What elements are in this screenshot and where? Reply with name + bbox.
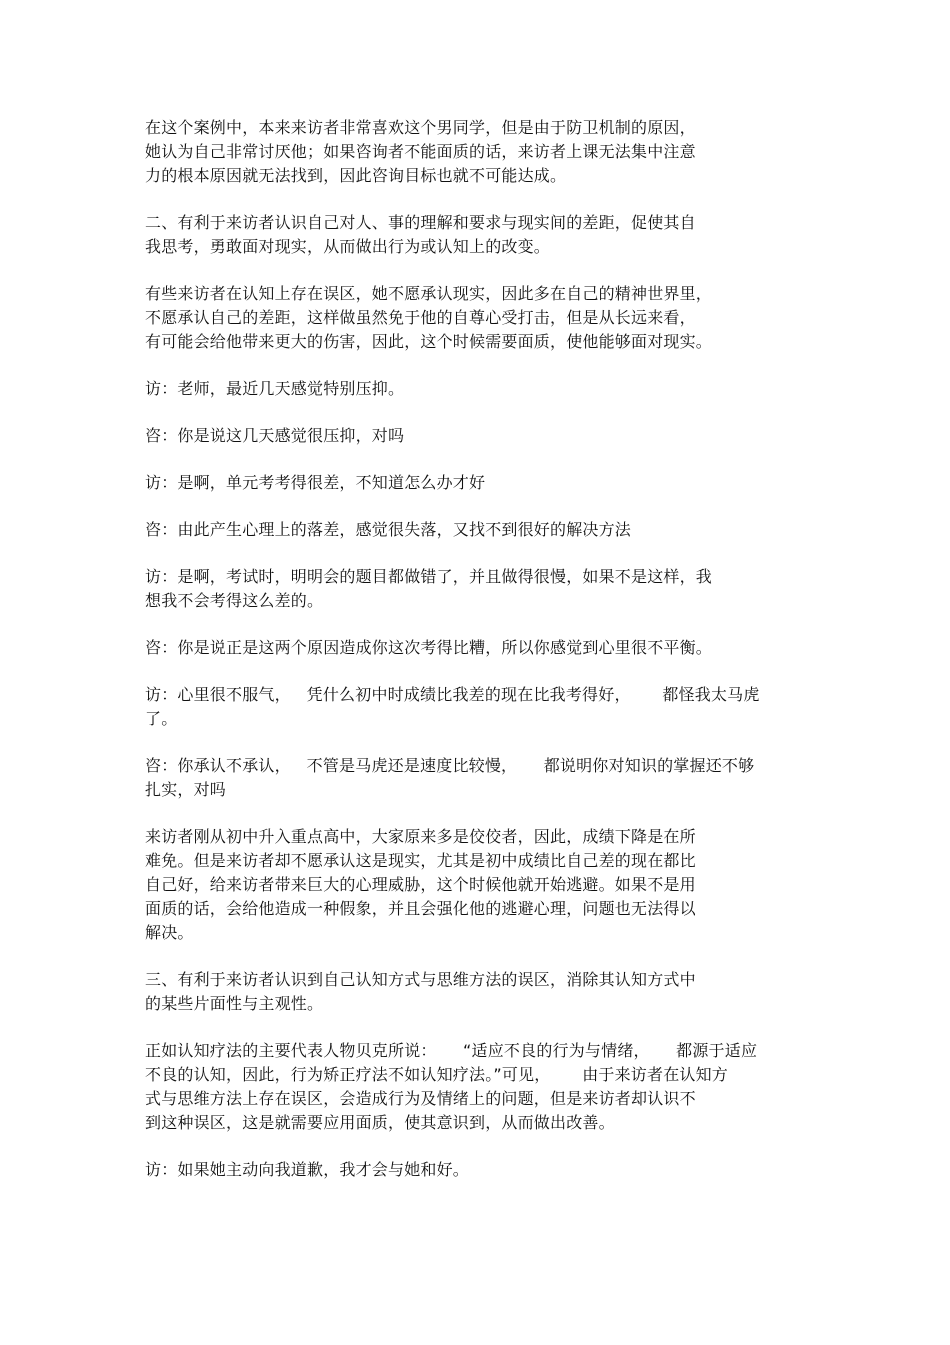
text-line: 正如认知疗法的主要代表人物贝克所说： “适应不良的行为与情绪， 都源于适应	[145, 1041, 758, 1060]
text-line: 想我不会考得这么差的。	[145, 591, 324, 610]
text-line: 咨：你是说正是这两个原因造成你这次考得比糟，所以你感觉到心里很不平衡。	[145, 638, 713, 657]
text-line: 不良的认知，因此，行为矫正疗法不如认知疗法。”可见， 由于来访者在认知方	[145, 1065, 729, 1084]
text-line: 咨：由此产生心理上的落差，感觉很失落，又找不到很好的解决方法	[145, 520, 632, 539]
document-body	[145, 116, 810, 1205]
text-line: 访：老师，最近几天感觉特别压抑。	[145, 379, 405, 398]
text-line: 咨：你承认不承认， 不管是马虎还是速度比较慢， 都说明你对知识的掌握还不够	[145, 756, 755, 775]
text-line: 我思考，勇敢面对现实，从而做出行为或认知上的改变。	[145, 237, 551, 256]
dialogue-visitor	[145, 683, 810, 731]
text-line: 面质的话，会给他造成一种假象，并且会强化他的逃避心理，问题也无法得以	[145, 899, 696, 918]
text-line: 的某些片面性与主观性。	[145, 994, 324, 1013]
text-line: 二、有利于来访者认识自己对人、事的理解和要求与现实间的差距，促使其自	[145, 213, 696, 232]
dialogue-counselor	[145, 754, 810, 802]
text-line: 访：是啊，考试时，明明会的题目都做错了，并且做得很慢，如果不是这样，我	[145, 567, 713, 586]
text-line: 有些来访者在认知上存在误区，她不愿承认现实，因此多在自己的精神世界里，	[145, 284, 713, 303]
text-line: 到这种误区，这是就需要应用面质，使其意识到，从而做出改善。	[145, 1113, 615, 1132]
paragraph-cognition-misconception	[145, 282, 810, 354]
text-line: 来访者刚从初中升入重点高中，大家原来多是佼佼者，因此，成绩下降是在所	[145, 827, 696, 846]
text-line: 访：如果她主动向我道歉，我才会与她和好。	[145, 1160, 470, 1179]
text-line: 访：心里很不服气， 凭什么初中时成绩比我差的现在比我考得好， 都怪我太马虎	[145, 685, 760, 704]
paragraph-case-analysis	[145, 116, 810, 188]
section-heading-two	[145, 211, 810, 259]
dialogue-counselor	[145, 424, 810, 448]
text-line: 不愿承认自己的差距，这样做虽然免于他的自尊心受打击，但是从长远来看，	[145, 308, 696, 327]
text-line: 力的根本原因就无法找到，因此咨询目标也就不可能达成。	[145, 166, 567, 185]
paragraph-visitor-background	[145, 825, 810, 945]
text-line: 难免。但是来访者却不愿承认这是现实，尤其是初中成绩比自己差的现在都比	[145, 851, 696, 870]
text-line: 咨：你是说这几天感觉很压抑，对吗	[145, 426, 405, 445]
text-line: 扎实，对吗	[145, 780, 227, 799]
text-line: 访：是啊，单元考考得很差，不知道怎么办才好	[145, 473, 486, 492]
text-line: 三、有利于来访者认识到自己认知方式与思维方法的误区，消除其认知方式中	[145, 970, 696, 989]
text-line: 自己好，给来访者带来巨大的心理威胁，这个时候他就开始逃避。如果不是用	[145, 875, 696, 894]
dialogue-visitor	[145, 1158, 810, 1182]
dialogue-visitor	[145, 471, 810, 495]
dialogue-visitor	[145, 565, 810, 613]
text-line: 式与思维方法上存在误区，会造成行为及情绪上的问题，但是来访者却认识不	[145, 1089, 696, 1108]
dialogue-counselor	[145, 636, 810, 660]
text-line: 解决。	[145, 923, 194, 942]
section-heading-three	[145, 968, 810, 1016]
text-line: 有可能会给他带来更大的伤害，因此，这个时候需要面质，使他能够面对现实。	[145, 332, 713, 351]
text-line: 她认为自己非常讨厌他；如果咨询者不能面质的话，来访者上课无法集中注意	[145, 142, 696, 161]
dialogue-visitor	[145, 377, 810, 401]
text-line: 在这个案例中，本来来访者非常喜欢这个男同学，但是由于防卫机制的原因，	[145, 118, 696, 137]
dialogue-counselor	[145, 518, 810, 542]
paragraph-beck-quote	[145, 1039, 810, 1135]
text-line: 了。	[145, 709, 178, 728]
